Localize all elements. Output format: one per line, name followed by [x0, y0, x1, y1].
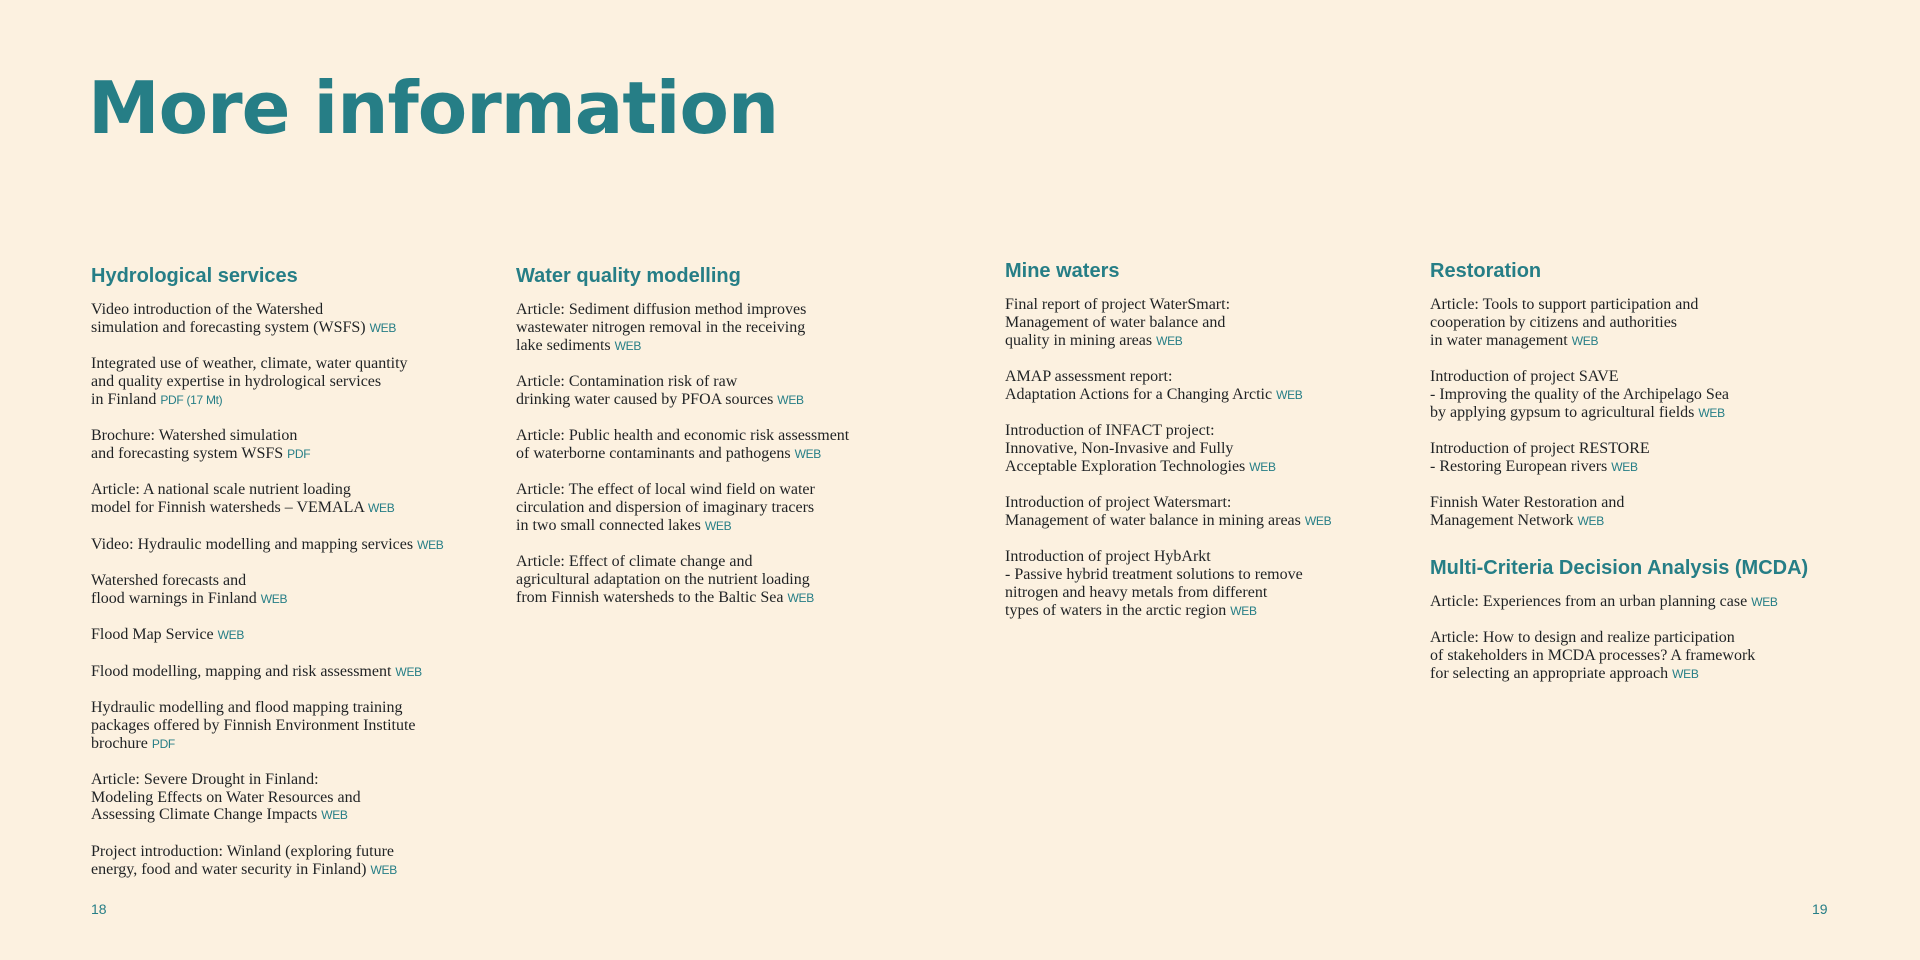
web-link[interactable]: WEB: [787, 590, 814, 605]
resource-item: [1005, 548, 1425, 620]
column-mine-waters: [1005, 258, 1425, 645]
resource-item: [1430, 494, 1850, 531]
resource-item: [516, 373, 936, 410]
resource-list: [1430, 296, 1850, 531]
resource-title: Article: Experiences from an urban planning case: [1430, 592, 1748, 610]
resource-item: [516, 553, 936, 607]
resource-title: Watershed forecasts and flood warnings in Finland: [91, 571, 257, 607]
resource-title: Article: Sediment diffusion method improves wastewater nitrogen removal in the receiving lake sediments: [516, 301, 807, 354]
resource-item: [91, 663, 511, 682]
pdf-link[interactable]: PDF: [151, 736, 175, 751]
page-number-left: 18: [91, 901, 107, 917]
web-link[interactable]: WEB: [1230, 603, 1257, 618]
page-title: More information: [88, 66, 779, 150]
web-link[interactable]: WEB: [1751, 594, 1778, 609]
resource-list: [1430, 593, 1850, 684]
resource-item: [91, 771, 511, 825]
resource-item: [1005, 296, 1425, 350]
web-link[interactable]: WEB: [777, 392, 804, 407]
web-link[interactable]: WEB: [1571, 333, 1599, 348]
resource-title: Article: Contamination risk of raw drinking water caused by PFOA sources: [516, 372, 774, 408]
resource-title: Finnish Water Restoration and Management Network: [1430, 494, 1625, 529]
column-water-quality: [516, 263, 936, 632]
column-restoration-mcda: [1430, 258, 1850, 708]
pdf-link[interactable]: PDF (17 Mt): [160, 392, 223, 407]
resource-item: [91, 572, 511, 609]
resource-title: Final report of project WaterSmart: Management of water balance and quality in mining areas: [1005, 296, 1231, 349]
resource-title: Flood modelling, mapping and risk assessment: [91, 662, 392, 680]
web-link[interactable]: WEB: [1611, 459, 1638, 474]
web-link[interactable]: WEB: [369, 320, 397, 335]
section-heading: Mine waters: [1005, 260, 1120, 282]
resource-title: Article: Tools to support participation and cooperation by citizens and authorities in water management: [1430, 296, 1699, 349]
resource-title: Brochure: Watershed simulation and forecasting system WSFS: [91, 427, 298, 462]
resource-item: [91, 536, 511, 555]
resource-item: [516, 481, 936, 535]
resource-title: Introduction of project RESTORE - Restoring European rivers: [1430, 439, 1650, 475]
resource-title: Introduction of project Watersmart: Management of water balance in mining areas: [1005, 494, 1301, 529]
page-number-right: 19: [1812, 901, 1828, 917]
resource-item: [91, 843, 511, 880]
web-link[interactable]: WEB: [1577, 513, 1604, 528]
web-link[interactable]: WEB: [417, 537, 444, 552]
resource-title: Introduction of INFACT project: Innovative, Non-Invasive and Fully Acceptable Exploration Technologies: [1005, 422, 1246, 475]
resource-title: Article: Effect of climate change and agricultural adaptation on the nutrient loading from Finnish watersheds to the Baltic Sea: [516, 553, 810, 606]
web-link[interactable]: WEB: [1698, 405, 1725, 420]
web-link[interactable]: WEB: [1276, 387, 1303, 402]
resource-list: [91, 301, 511, 879]
web-link[interactable]: WEB: [704, 518, 732, 533]
resource-list: [1005, 296, 1425, 621]
resource-title: Article: Severe Drought in Finland: Modeling Effects on Water Resources and Assessing Climate Change Impacts: [91, 770, 361, 824]
web-link[interactable]: WEB: [217, 628, 245, 643]
section: [1430, 258, 1850, 531]
web-link[interactable]: WEB: [1249, 459, 1276, 474]
resource-title: Article: Public health and economic risk assessment of waterborne contaminants and pathogens: [516, 427, 850, 462]
resource-item: [1430, 296, 1850, 350]
web-link[interactable]: WEB: [368, 501, 395, 516]
resource-title: Project introduction: Winland (exploring future energy, food and water security in Finland): [91, 842, 394, 878]
resource-title: Article: The effect of local wind field on water circulation and dispersion of imaginary tracers in two small connected lakes: [516, 481, 815, 534]
web-link[interactable]: WEB: [260, 591, 288, 606]
pdf-link[interactable]: PDF: [287, 446, 311, 461]
section: [91, 263, 511, 879]
resource-item: [91, 699, 511, 753]
resource-title: Introduction of project SAVE - Improving the quality of the Archipelago Sea by applying gypsum to agricultural fields: [1430, 367, 1730, 421]
web-link[interactable]: WEB: [614, 338, 642, 353]
section: [1430, 555, 1850, 684]
resource-item: [516, 427, 936, 464]
section: [1005, 258, 1425, 621]
web-link[interactable]: WEB: [395, 664, 422, 679]
resource-title: Video introduction of the Watershed simulation and forecasting system (WSFS): [91, 301, 366, 336]
resource-title: Integrated use of weather, climate, water quantity and quality expertise in hydrological services in Finland: [91, 355, 408, 408]
resource-item: [1430, 440, 1850, 477]
resource-item: [91, 626, 511, 645]
resource-item: [91, 301, 511, 338]
section: [516, 263, 936, 608]
resource-title: AMAP assessment report: Adaptation Actions for a Changing Arctic: [1005, 367, 1273, 403]
section-heading: Water quality modelling: [516, 265, 741, 287]
resource-title: Article: A national scale nutrient loading model for Finnish watersheds – VEMALA: [91, 481, 365, 517]
resource-list: [516, 301, 936, 608]
resource-item: [1005, 422, 1425, 476]
web-link[interactable]: WEB: [794, 446, 822, 461]
resource-item: [1005, 494, 1425, 531]
resource-item: [1430, 593, 1850, 612]
resource-item: [91, 481, 511, 518]
web-link[interactable]: WEB: [1304, 513, 1332, 528]
resource-title: Article: How to design and realize participation of stakeholders in MCDA processes? A framework for selecting an appropriate approach: [1430, 629, 1756, 682]
resource-title: Video: Hydraulic modelling and mapping services: [91, 535, 414, 553]
section-heading: Restoration: [1430, 260, 1542, 282]
section-heading: Hydrological services: [91, 265, 298, 287]
web-link[interactable]: WEB: [1156, 333, 1183, 348]
column-hydrological: [91, 263, 511, 903]
resource-item: [91, 427, 511, 464]
resource-item: [91, 355, 511, 409]
resource-item: [1005, 368, 1425, 405]
resource-title: Flood Map Service: [91, 626, 214, 644]
resource-item: [1430, 368, 1850, 422]
resource-item: [516, 301, 936, 355]
section-heading: Multi-Criteria Decision Analysis (MCDA): [1430, 556, 1809, 579]
web-link[interactable]: WEB: [1672, 666, 1699, 681]
web-link[interactable]: WEB: [370, 862, 397, 877]
resource-title: Introduction of project HybArkt - Passive hybrid treatment solutions to remove nitrogen and heavy metals from different types of waters in the arctic region: [1005, 548, 1303, 619]
resource-item: [1430, 629, 1850, 683]
web-link[interactable]: WEB: [321, 808, 348, 823]
resource-title: Hydraulic modelling and flood mapping training packages offered by Finnish Environment Institute brochure: [91, 698, 416, 752]
